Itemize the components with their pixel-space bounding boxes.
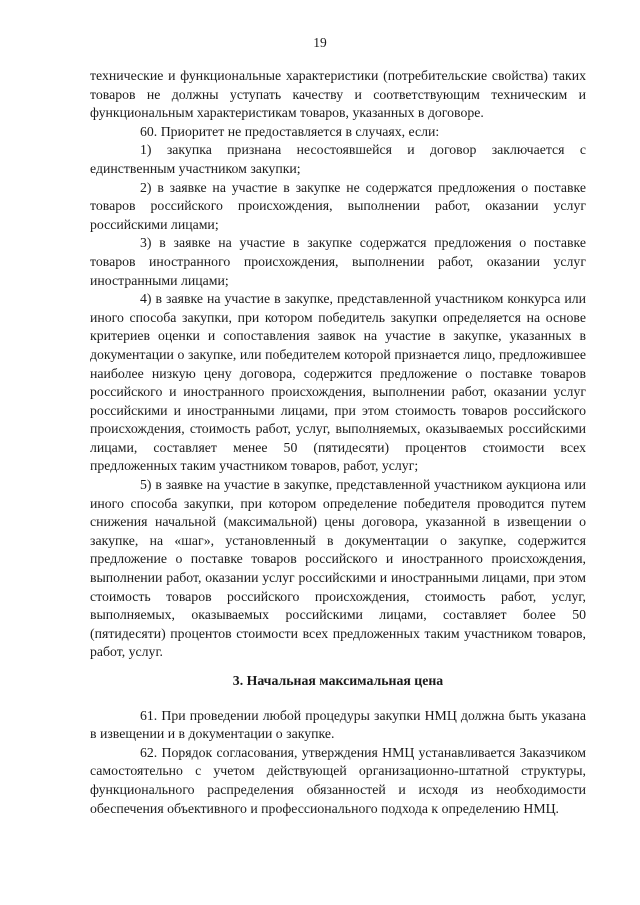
list-item-4: 4) в заявке на участие в закупке, представленной участником конкурса или иного способа закупки, при котором победитель закупки определяется на основе критериев оценки и сопоставления заявок на участие в закупке, указанных в документации о закупке, или победителем которой признается лицо, предложившее наиболее низкую цену договора, содержится предложение о поставке товаров российского и иностранного происхождения, выполнении работ, оказании услуг российскими и иностранными лицами, при этом стоимость товаров российского происхождения, стоимость работ, услуг, выполняемых, оказываемых российскими лицами, составляет менее 50 (пятидесяти) процентов стоимости всех предложенных таким участником товаров, работ, услуг; — [90, 291, 586, 474]
section-heading: 3. Начальная максимальная цена — [232, 673, 444, 688]
list-item-1: 1) закупка признана несостоявшейся и договор заключается с единственным участником закупки; — [90, 142, 586, 176]
list-item-3: 3) в заявке на участие в закупке содержатся предложения о поставке товаров иностранного происхождения, выполнении работ, оказании услуг иностранными лицами; — [90, 235, 586, 288]
list-item-2: 2) в заявке на участие в закупке не содержатся предложения о поставке товаров российского происхождения, выполнении работ, оказании услуг российскими лицами; — [90, 179, 586, 232]
page-body — [90, 67, 586, 818]
paragraph-continuation: технические и функциональные характеристики (потребительские свойства) таких товаров не должны уступать качеству и соответствующим техническим и функциональным характеристикам товаров, указанных в договоре. — [90, 68, 586, 121]
list-item-5: 5) в заявке на участие в закупке, представленной участником аукциона или иного способа закупки, при котором определение победителя проводится путем снижения начальной (максимальной) цены договора, указанной в извещении о закупке, на «шаг», установленный в документации о закупке, содержится предложение о поставке товаров российского и иностранного происхождения, выполнении работ, оказании услуг российскими и иностранными лицами, при этом стоимость товаров российского происхождения, стоимость работ, услуг, выполняемых, оказываемых российскими лицами, составляет более 50 (пятидесяти) процентов стоимости всех предложенных таким участником товаров, работ, услуг. — [90, 477, 586, 660]
paragraph-60: 60. Приоритет не предоставляется в случаях, если: — [140, 123, 440, 139]
paragraph-61: 61. При проведении любой процедуры закупки НМЦ должна быть указана в извещении и в документации о закупке. — [90, 707, 586, 742]
page-number: 19 — [313, 35, 327, 50]
paragraph-62: 62. Порядок согласования, утверждения НМЦ устанавливается Заказчиком самостоятельно с учетом действующей организационно-штатной структуры, функционального распределения обязанностей и исходя из необходимости обеспечения объективного и профессионального подхода к определению НМЦ. — [90, 744, 586, 816]
